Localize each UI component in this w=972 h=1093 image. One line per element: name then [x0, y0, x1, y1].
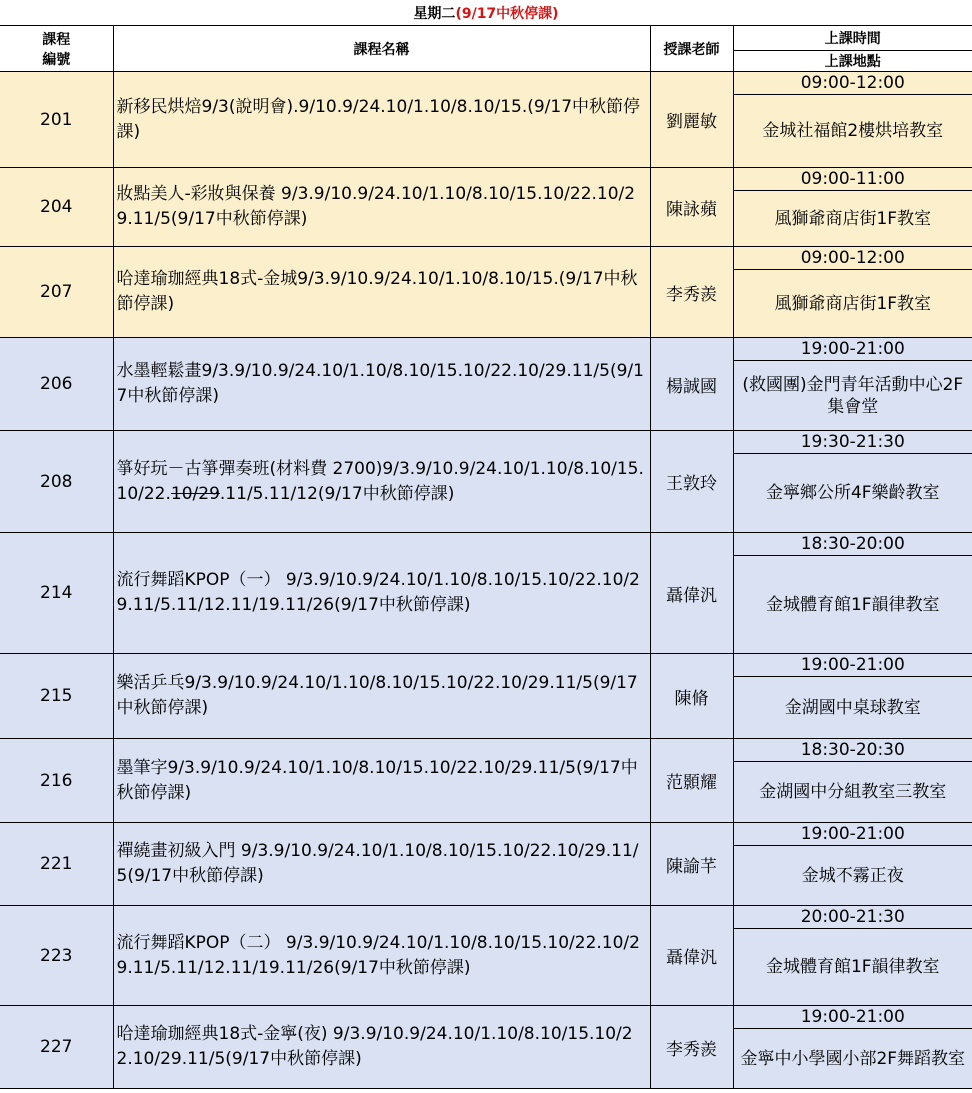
course-location: 風獅爺商店街1F教室: [733, 270, 972, 338]
course-name: 妝點美人-彩妝與保養 9/3.9/10.9/24.10/1.10/8.10/15.10/22.10/29.11/5(9/17中秋節停課): [113, 168, 650, 247]
course-time: 09:00-11:00: [733, 168, 972, 191]
course-teacher: 王敦玲: [650, 431, 733, 533]
table-row: [0, 72, 972, 95]
header-teacher: 授課老師: [650, 26, 733, 72]
course-location: 金城不霧正夜: [733, 846, 972, 906]
table-row: [0, 247, 972, 270]
course-location: (救國團)金門青年活動中心2F集會堂: [733, 361, 972, 431]
course-teacher: 聶偉汎: [650, 533, 733, 654]
course-location: 金湖國中桌球教室: [733, 677, 972, 739]
course-name-cancelled-date: 10/29: [170, 483, 220, 504]
course-location: 金湖國中分組教室三教室: [733, 762, 972, 823]
header-course-number: [0, 26, 113, 72]
course-id: 207: [0, 247, 113, 338]
course-id: 216: [0, 739, 113, 823]
table-row: [0, 168, 972, 191]
course-teacher: 楊誠國: [650, 338, 733, 431]
course-time: 20:00-21:30: [733, 906, 972, 929]
header-time: 上課時間: [733, 26, 972, 51]
course-id: 215: [0, 654, 113, 739]
table-row: [0, 906, 972, 929]
table-row: [0, 338, 972, 361]
course-time: 19:00-21:00: [733, 823, 972, 846]
header-location: 上課地點: [733, 51, 972, 72]
header-course-name: 課程名稱: [113, 26, 650, 72]
course-teacher: 范顥耀: [650, 739, 733, 823]
course-teacher: 聶偉汎: [650, 906, 733, 1006]
course-teacher: 李秀羨: [650, 1006, 733, 1089]
course-id: 214: [0, 533, 113, 654]
course-name: 樂活乒乓9/3.9/10.9/24.10/1.10/8.10/15.10/22.10/29.11/5(9/17中秋節停課): [113, 654, 650, 739]
course-id: 227: [0, 1006, 113, 1089]
course-time: 09:00-12:00: [733, 247, 972, 270]
header-course-number-line2: 編號: [42, 51, 71, 68]
course-location: 金城體育館1F韻律教室: [733, 929, 972, 1006]
title-holiday-note: (9/17中秋停課): [455, 5, 559, 22]
table-row: [0, 431, 972, 454]
course-location: 金城社福館2樓烘培教室: [733, 95, 972, 168]
course-id: 204: [0, 168, 113, 247]
table-row: [0, 1006, 972, 1029]
course-location: 金寧鄉公所4F樂齡教室: [733, 454, 972, 533]
course-name: 墨筆字9/3.9/10.9/24.10/1.10/8.10/15.10/22.10/29.11/5(9/17中秋節停課): [113, 739, 650, 823]
course-name-part: .11/5.11/12(9/17中秋節停課): [219, 483, 455, 504]
course-name: 新移民烘焙9/3(說明會).9/10.9/24.10/1.10/8.10/15.(9/17中秋節停課): [113, 72, 650, 168]
course-id: 208: [0, 431, 113, 533]
course-location: 金城體育館1F韻律教室: [733, 556, 972, 654]
course-name: 水墨輕鬆畫9/3.9/10.9/24.10/1.10/8.10/15.10/22.10/29.11/5(9/17中秋節停課): [113, 338, 650, 431]
course-time: 18:30-20:30: [733, 739, 972, 762]
table-row: [0, 823, 972, 846]
table-row: [0, 533, 972, 556]
course-time: 19:30-21:30: [733, 431, 972, 454]
course-location: 金寧中小學國小部2F舞蹈教室: [733, 1029, 972, 1089]
course-time: 18:30-20:00: [733, 533, 972, 556]
table-row: [0, 654, 972, 677]
course-name: 禪繞畫初級入門 9/3.9/10.9/24.10/1.10/8.10/15.10/22.10/29.11/5(9/17中秋節停課): [113, 823, 650, 906]
header-course-number-line1: 課程: [42, 31, 71, 48]
course-teacher: 李秀羨: [650, 247, 733, 338]
course-time: 09:00-12:00: [733, 72, 972, 95]
course-name: 流行舞蹈KPOP（二） 9/3.9/10.9/24.10/1.10/8.10/15.10/22.10/29.11/5.11/12.11/19.11/26(9/17中秋節停課): [113, 906, 650, 1006]
course-time: 19:00-21:00: [733, 338, 972, 361]
course-teacher: 陳詠蘋: [650, 168, 733, 247]
table-row: [0, 739, 972, 762]
course-name: 流行舞蹈KPOP（一） 9/3.9/10.9/24.10/1.10/8.10/15.10/22.10/29.11/5.11/12.11/19.11/26(9/17中秋節停課): [113, 533, 650, 654]
course-id: 221: [0, 823, 113, 906]
course-name: [113, 431, 650, 533]
course-name: 哈達瑜珈經典18式-金寧(夜) 9/3.9/10.9/24.10/1.10/8.10/15.10/22.10/29.11/5(9/17中秋節停課): [113, 1006, 650, 1089]
course-id: 206: [0, 338, 113, 431]
course-name-part: 箏好玩－古箏彈奏班(材料費 2700)9/3.9/10.9/24.10/1.10/8.10/15.10/22.: [116, 458, 644, 504]
course-id: 223: [0, 906, 113, 1006]
course-id: 201: [0, 72, 113, 168]
course-time: 19:00-21:00: [733, 1006, 972, 1029]
course-location: 風獅爺商店街1F教室: [733, 191, 972, 247]
course-teacher: 劉麗敏: [650, 72, 733, 168]
title-day: 星期二: [413, 5, 456, 22]
course-time: 19:00-21:00: [733, 654, 972, 677]
course-teacher: 陳諭芊: [650, 823, 733, 906]
schedule-title: [0, 0, 972, 26]
course-name: 哈達瑜珈經典18式-金城9/3.9/10.9/24.10/1.10/8.10/15.(9/17中秋節停課): [113, 247, 650, 338]
course-teacher: 陳脩: [650, 654, 733, 739]
